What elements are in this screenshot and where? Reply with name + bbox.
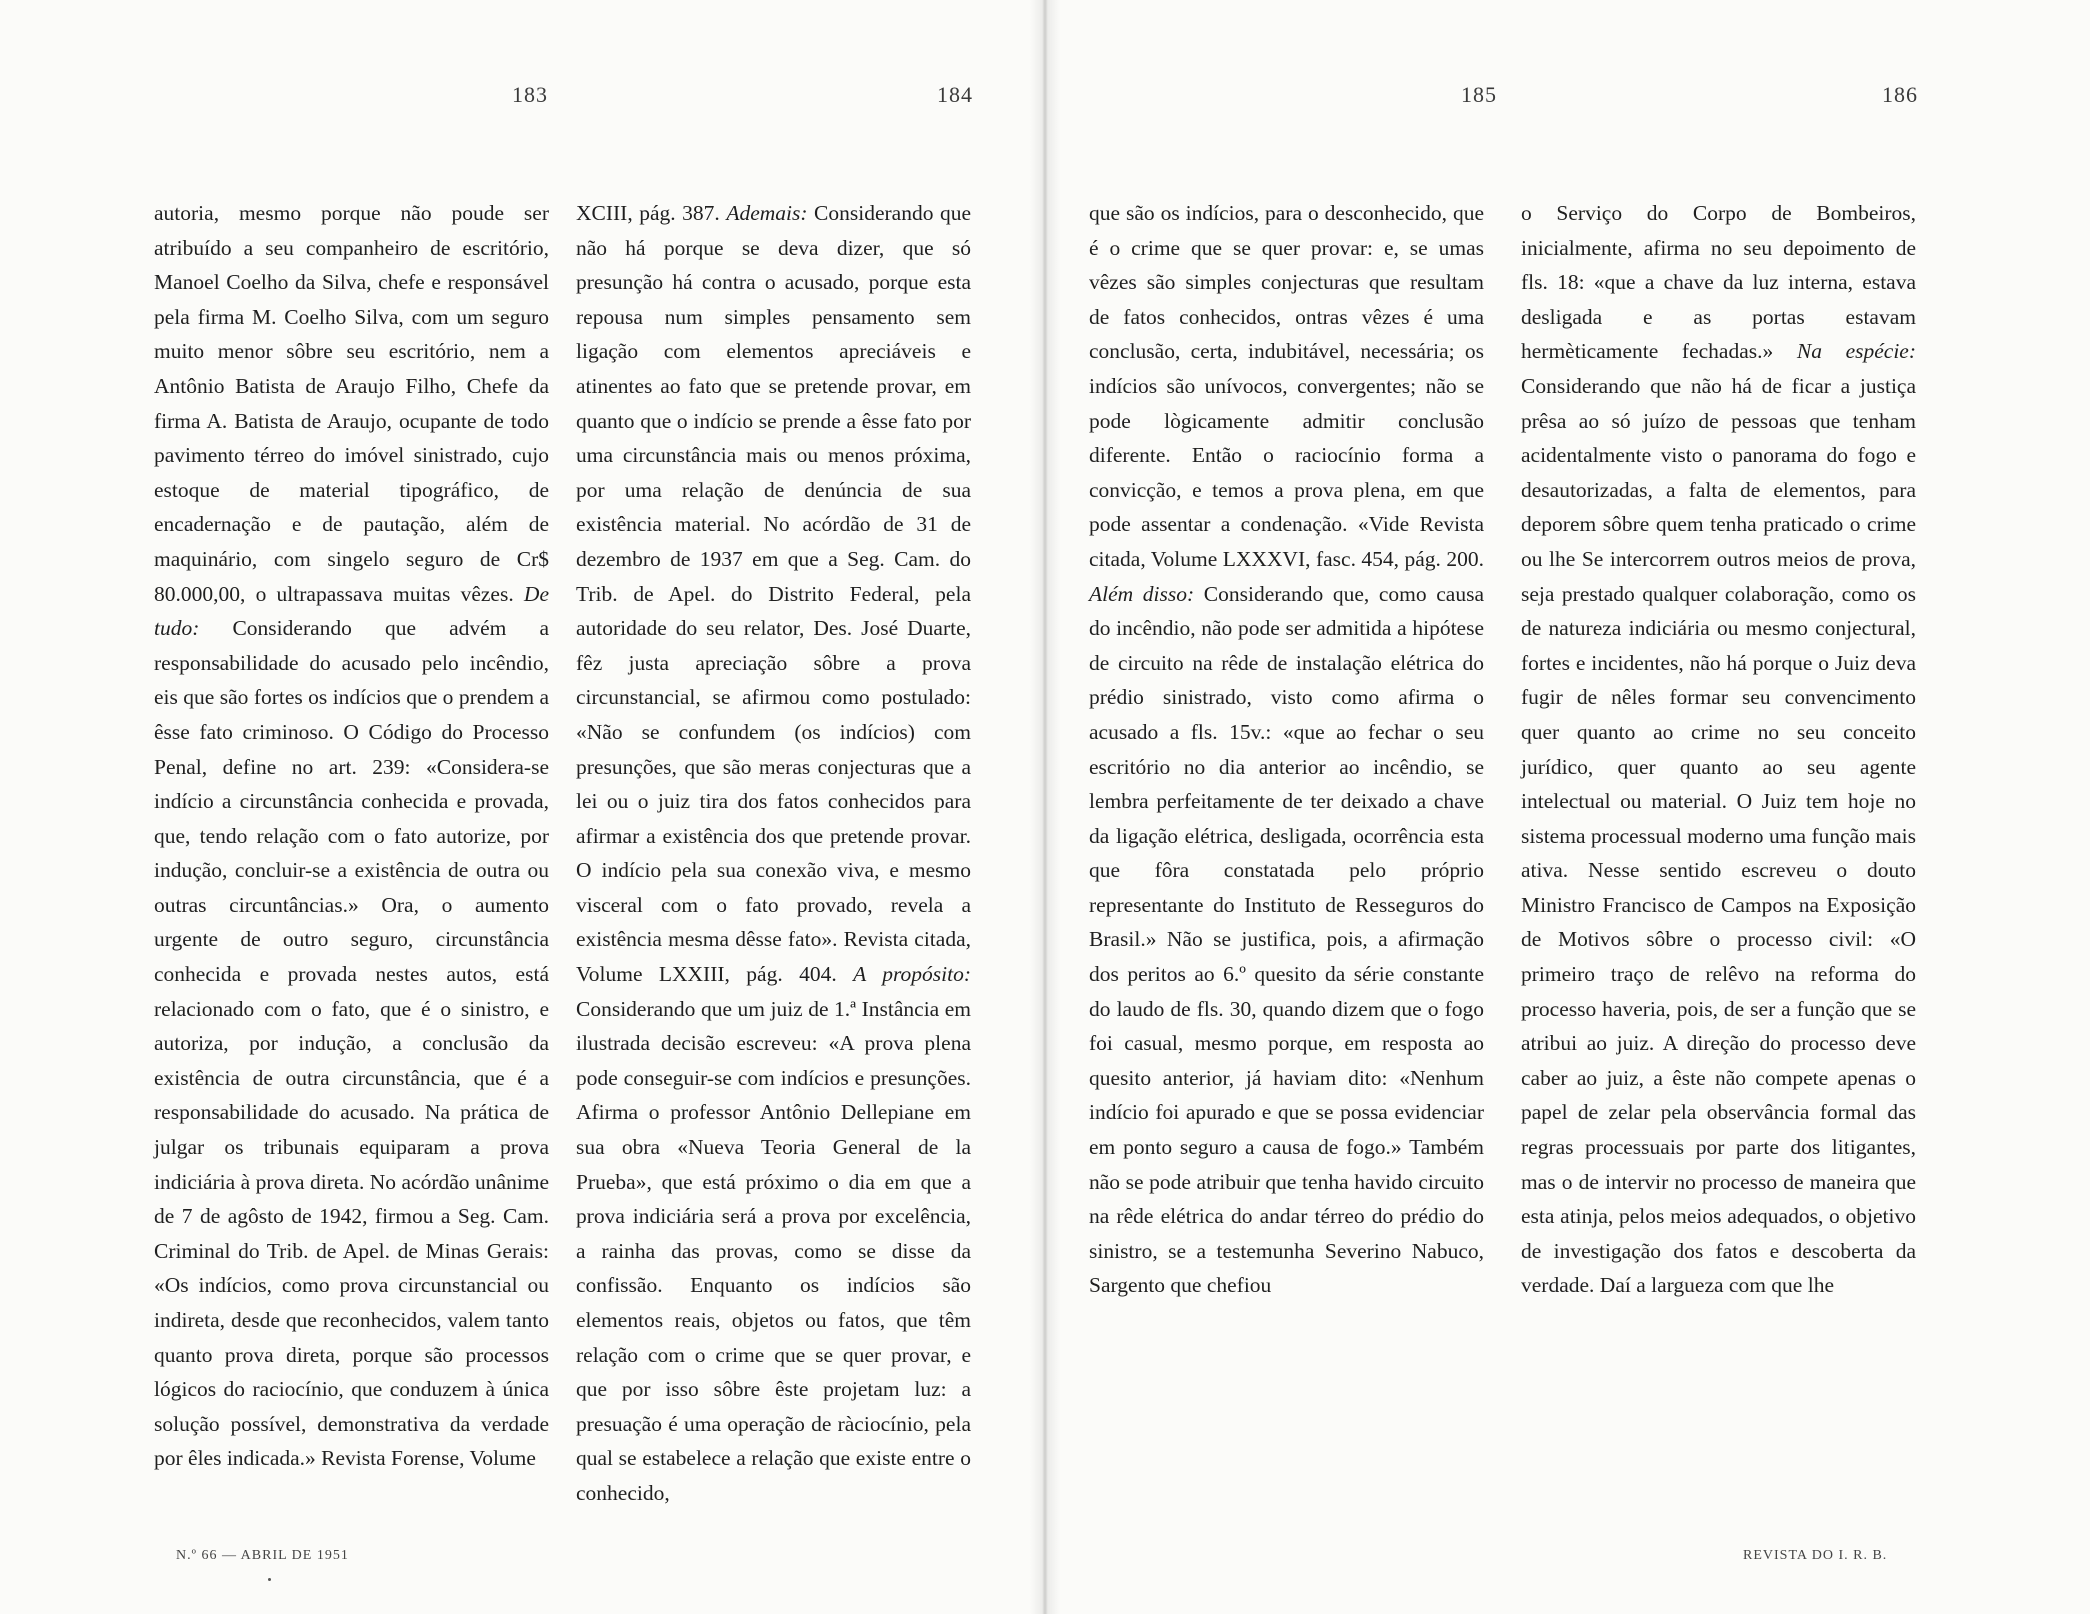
page-183-text-b: Considerando que advém a responsabilidade do acusado pelo incêndio, eis que são fortes os indícios que o prendem a êsse fato criminoso. O Código do Processo Penal, define no art. 239: «Considera-se indício a circunstância conhecida e provada, que, tendo relação com o fato autorize, por indução, concluir-se a existência de outra ou outras circuntâncias.» Ora, o aumento urgente de outro seguro, circunstância conhecida e provada nestes autos, está relacionado com o fato, que é o sinistro, e autoriza, por indução, a conclusão da existência de outra circunstância, que é a responsabilidade do acusado. Na prática de julgar os tribunais equiparam a prova indiciária à prova direta. No acórdão unânime de 7 de agôsto de 1942, firmou a Seg. Cam. Criminal do Trib. de Apel. de Minas Gerais: «Os indícios, como prova circunstancial ou indireta, desde que reconhecidos, valem tanto quanto prova direta, porque são processos lógicos do raciocínio, que conduzem à única solução possível, demonstrativa da verdade por êles indicada.» Revista Forense, Volume [154,616,549,1471]
page-183-italic-a: De tudo: [154,581,549,641]
page-number-183: 183 [512,82,548,107]
page-184-italic-a: Ademais: [726,201,808,225]
left-sheet [0,0,1043,1614]
page-number-186: 186 [1882,82,1918,107]
page-184-text-c: Considerando que um juiz de 1.ª Instância em ilustrada decisão escreveu: «A prova plena pode conseguir-se com indícios e presunções. Afirma o professor Antônio Dellepiane em sua obra «Nueva Teoria General de la Prueba», que está próximo o dia em que a prova indiciária será a prova por excelência, a rainha das provas, como se disse da confissão. Enquanto os indícios são elementos reais, objetos ou fatos, que têm relação com o crime que se quer provar, e que por isso sôbre êste projetam luz: a presuação é uma operação de ràciocínio, pela qual se estabelece a relação que existe entre o conhecido, [576,996,971,1505]
right-sheet [1047,0,2090,1614]
footer-dot [268,1578,271,1581]
page-184-text [576,196,971,1511]
page-186-text-b: Considerando que não há de ficar a justiça prêsa ao só juízo de pessoas que tenham acidentalmente visto o panorama do fogo e desautorizadas, a falta de elementos, para deporem sôbre quem tenha praticado o crime ou lhe Se intercorrem outros meios de prova, seja prestado qualquer colaboração, como os de natureza indiciária ou mesmo conjectural, fortes e incidentes, não há porque o Juiz deva fugir de nêles formar seu convencimento quer quanto ao crime no seu conceito jurídico, quer quanto ao seu agente intelectual ou material. O Juiz tem hoje no sistema processual moderno uma função mais ativa. Nesse sentido escreveu o douto Ministro Francisco de Campos na Exposição de Motivos sôbre o processo civil: «O primeiro traço de relêvo na reforma do processo haveria, pois, de ser a função que se atribui ao juiz. A direção do processo deve caber ao juiz, a êste não compete apenas o papel de zelar pela observância formal das regras processuais por parte dos litigantes, mas o de intervir no processo de maneira que esta atinja, pelos meios adequados, o objetivo de investigação dos fatos e descoberta da verdade. Daí a largueza com que lhe [1521,373,1916,1298]
page-184-text-a: XCIII, pág. 387. [576,201,720,225]
page-186-text-a: o Serviço do Corpo de Bombeiros, inicialmente, afirma no seu depoimento de fls. 18: «que a chave da luz interna, estava desligada e as portas estavam hermèticamente fechadas.» [1521,201,1916,364]
page-185-text-b: Considerando que, como causa do incêndio, não pode ser admitida a hipótese de circuito na rêde de instalação elétrica do prédio sinistrado, visto como afirma o acusado a fls. 15v.: «que ao fechar o seu escritório no dia anterior ao incêndio, se lembra perfeitamente de ter deixado a chave da ligação elétrica, desligada, ocorrência esta que fôra constatada pelo próprio representante do Instituto de Resseguros do Brasil.» Não se justifica, pois, a afirmação dos peritos ao 6.º quesito da série constante do laudo de fls. 30, quando dizem que o fogo foi casual, mesmo porque, em resposta ao quesito anterior, já haviam dito: «Nenhum indício foi apurado e que se possa evidenciar em ponto seguro a causa de fogo.» Também não se pode atribuir que tenha havido circuito na rêde elétrica do andar térreo do prédio do sinistro, se a testemunha Severino Nabuco, Sargento que chefiou [1089,581,1485,1298]
book-gutter [1030,0,1060,1614]
page-183-text-a: autoria, mesmo porque não poude ser atribuído a seu companheiro de escritório, Manoel Coelho da Silva, chefe e responsável pela firma M. Coelho Silva, com um seguro muito menor sôbre seu escritório, nem a Antônio Batista de Araujo Filho, Chefe da firma A. Batista de Araujo, ocupante de todo pavimento térreo do imóvel sinistrado, cujo estoque de material tipográfico, de encadernação e de pautação, além de maquinário, com singelo seguro de Cr$ 80.000,00, o ultrapassava muitas vêzes. [154,201,549,606]
footer-journal: REVISTA DO I. R. B. [1743,1548,1888,1563]
page-184-text-b: Considerando que não há porque se deva dizer, que só presunção há contra o acusado, porque esta repousa num simples pensamento sem ligação com elementos apreciáveis e atinentes ao fato que se pretende provar, em quanto que o indício se prende a êsse fato por uma circunstância mais ou menos próxima, por uma relação de denúncia de sua existência material. No acórdão de 31 de dezembro de 1937 em que a Seg. Cam. do Trib. de Apel. do Distrito Federal, pela autoridade do seu relator, Des. José Duarte, fêz justa apreciação sôbre a prova circunstancial, se afirmou como postulado: «Não se confundem (os indícios) com presunções, que são meras conjecturas que a lei ou o juiz tira dos fatos conhecidos para afirmar a existência dos que pretende provar. O indício pela sua conexão viva, e mesmo visceral com o fato provado, revela a existência mesma dêsse fato». Revista citada, Volume LXXIII, pág. 404. [576,201,972,987]
page-185-text-a: que são os indícios, para o desconhecido, que é o crime que se quer provar: e, se umas vêzes são simples conjecturas que resultam de fatos conhecidos, ontras vêzes é uma conclusão, certa, indubitável, necessária; os indícios são unívocos, convergentes; não se pode lògicamente admitir conclusão diferente. Então o raciocínio forma a convicção, e temos a prova plena, em que pode assentar a condenação. «Vide Revista citada, Volume LXXXVI, fasc. 454, pág. 200. [1089,201,1484,571]
page-186-text [1521,196,1916,1303]
footer-issue: N.º 66 — ABRIL DE 1951 [176,1548,349,1563]
page-number-184: 184 [937,82,973,107]
page-185-italic-a: Além disso: [1089,581,1195,606]
page-185-text [1089,196,1484,1303]
page-183-text [154,196,549,1476]
page-186-italic-a: Na espécie: [1796,339,1916,364]
page-number-185: 185 [1461,82,1497,107]
page-184-italic-b: A propósito: [853,962,971,987]
